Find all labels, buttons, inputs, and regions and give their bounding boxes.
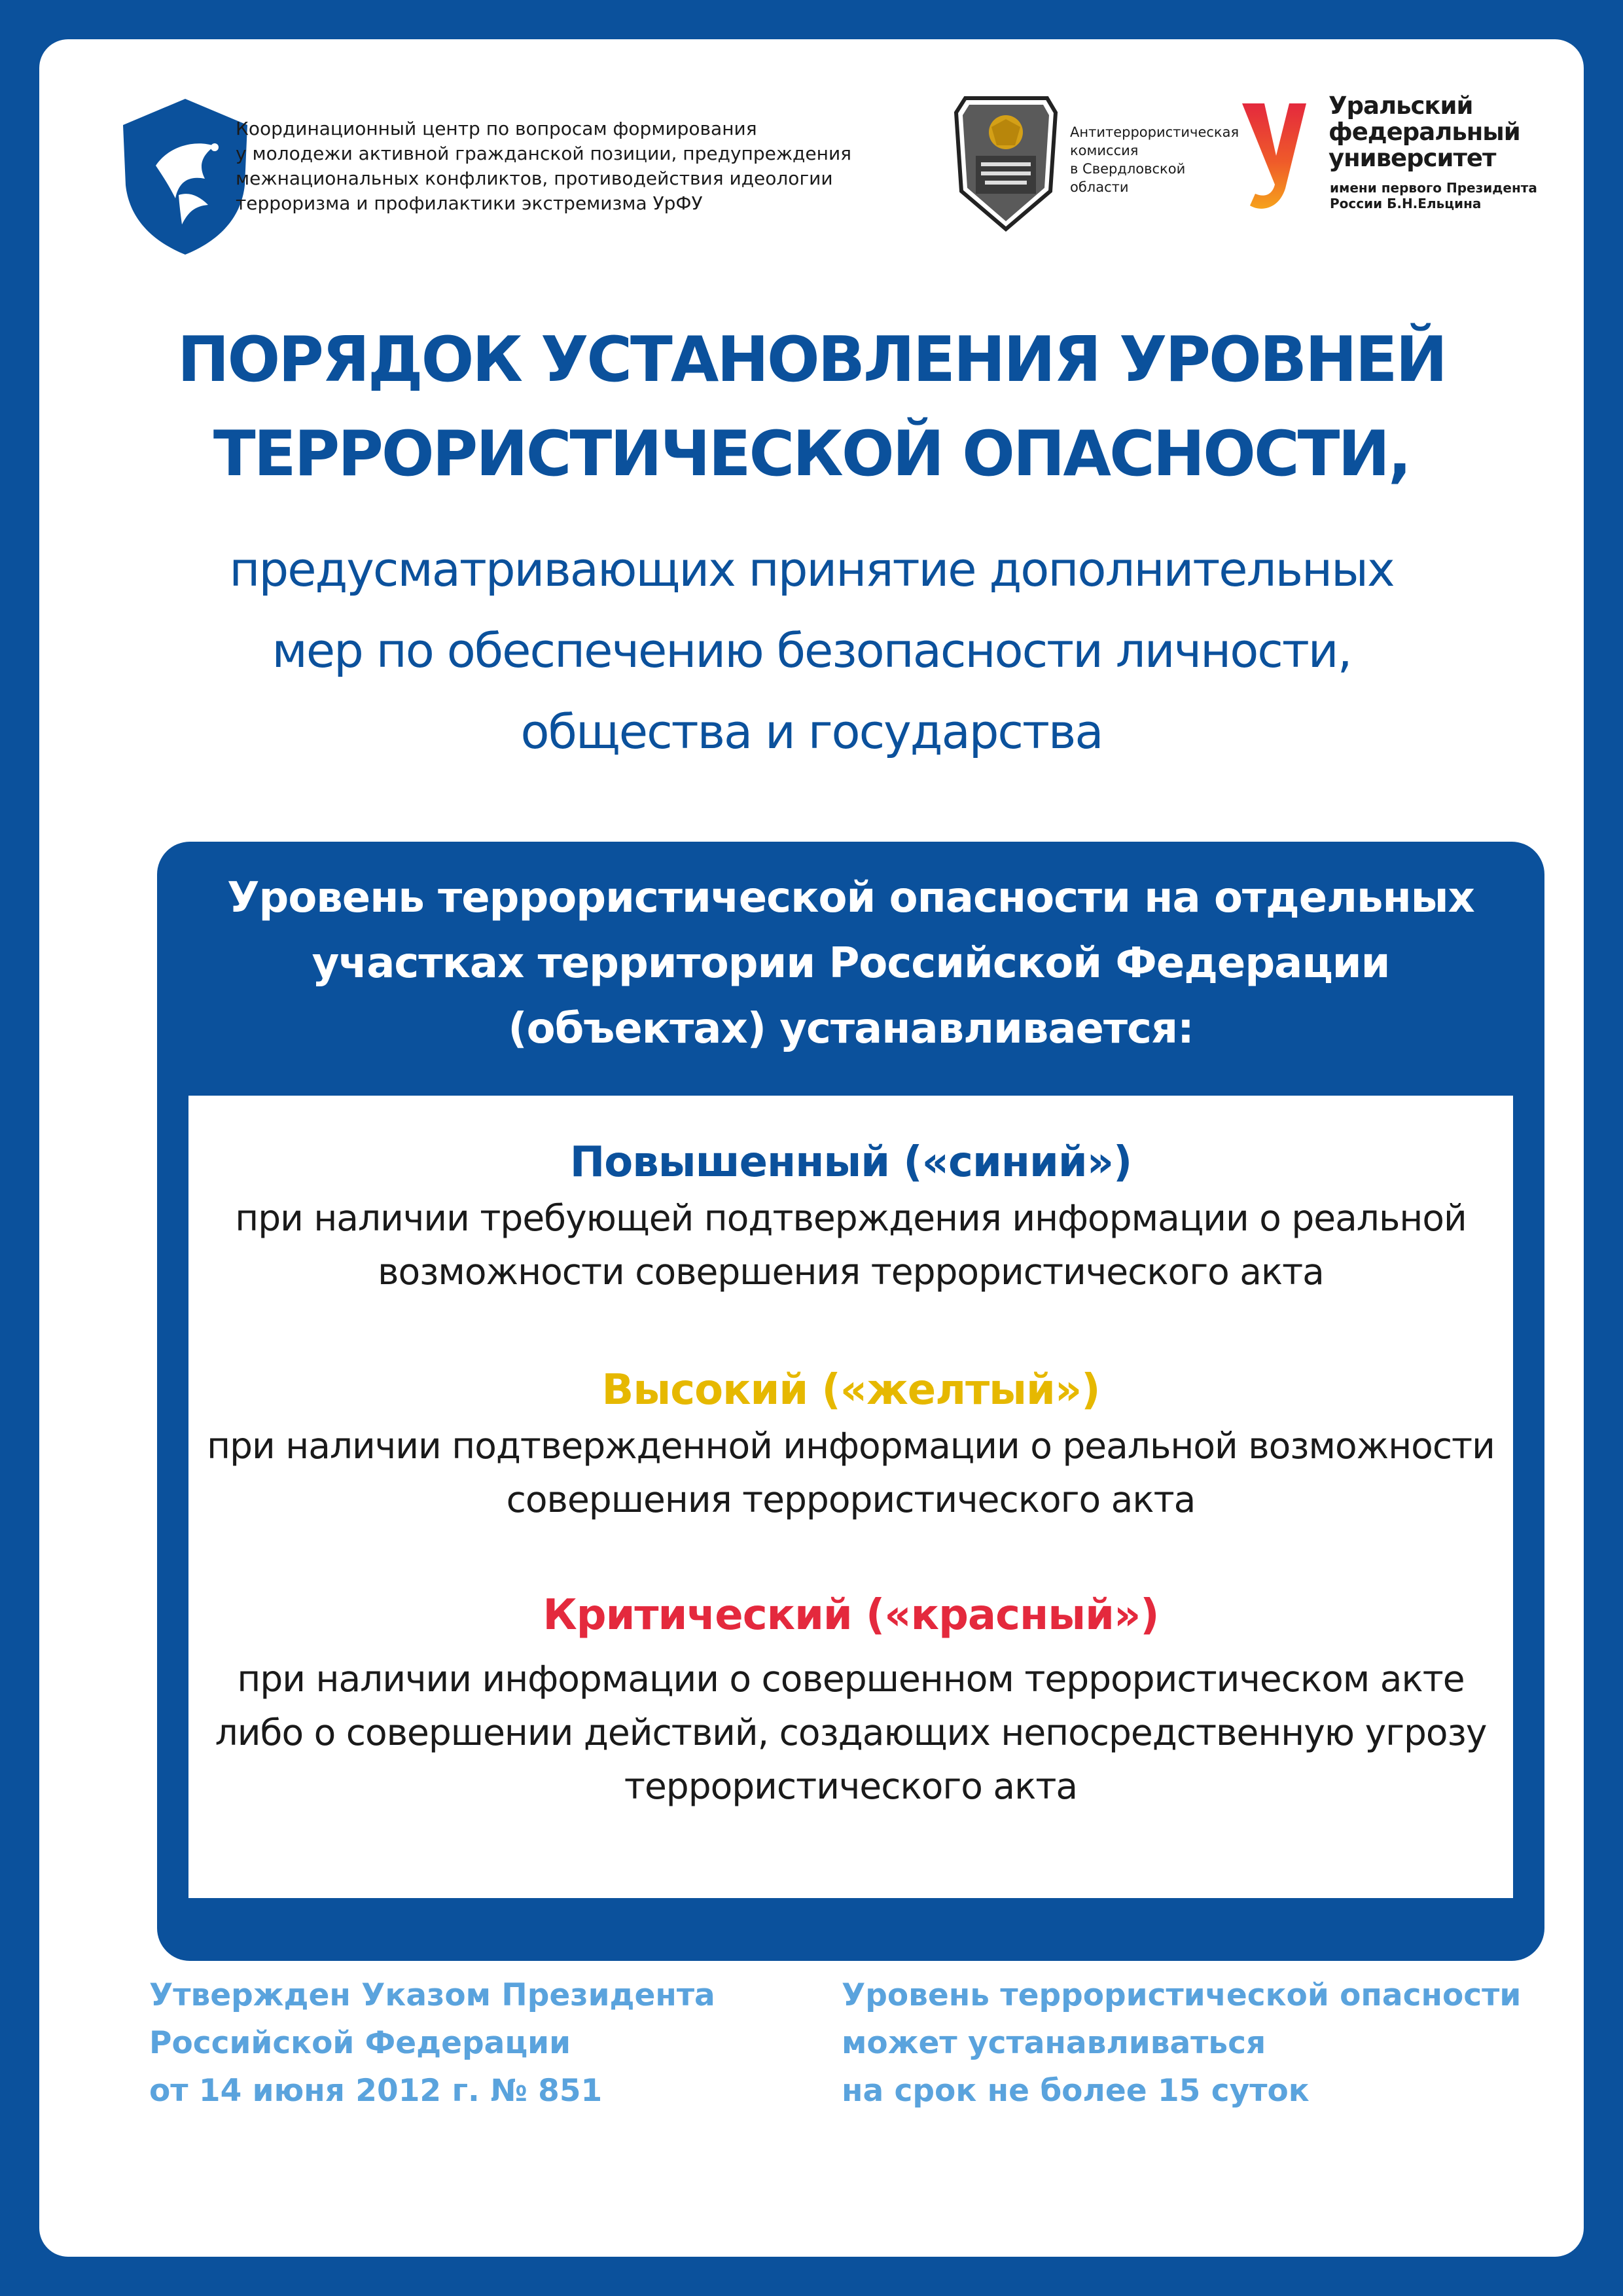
urfu-name bbox=[1329, 93, 1520, 171]
footer-duration-line-1: Уровень террористической опасности bbox=[842, 1977, 1522, 2013]
level-yellow-desc-line-1: при наличии подтвержденной информации о реальной возможности bbox=[207, 1425, 1495, 1467]
footer-decree bbox=[149, 1971, 715, 2115]
title-line-1: ПОРЯДОК УСТАНОВЛЕНИЯ УРОВНЕЙ bbox=[177, 324, 1446, 396]
urfu-name-line-2: федеральный bbox=[1329, 118, 1520, 146]
level-yellow-description bbox=[188, 1419, 1513, 1526]
footer-duration-line-2: может устанавливаться bbox=[842, 2025, 1266, 2061]
subtitle-line-3: общества и государства bbox=[520, 704, 1103, 759]
coord-line-3: межнациональных конфликтов, противодействия идеологии bbox=[236, 168, 833, 189]
level-red-desc-line-1: при наличии информации о совершенном террористическом акте bbox=[237, 1658, 1465, 1700]
level-blue-desc-line-2: возможности совершения террористического акта bbox=[378, 1251, 1324, 1293]
coord-line-1: Координационный центр по вопросам формирования bbox=[236, 118, 757, 139]
atk-line-3: в Свердловской bbox=[1070, 161, 1186, 177]
level-red-description bbox=[188, 1652, 1513, 1813]
atk-line-1: Антитеррористическая bbox=[1070, 124, 1240, 140]
atk-line-4: области bbox=[1070, 179, 1129, 195]
coordination-center-shield-logo bbox=[116, 94, 254, 257]
level-blue-desc-line-1: при наличии требующей подтверждения информации о реальной bbox=[235, 1197, 1467, 1239]
urfu-subtitle bbox=[1330, 180, 1537, 211]
coord-line-4: терроризма и профилактики экстремизма УрФУ bbox=[236, 192, 703, 214]
panel-heading bbox=[157, 865, 1544, 1062]
antiterrorist-commission-emblem bbox=[952, 93, 1060, 234]
panel-heading-line-3: (объектах) устанавливается: bbox=[508, 1005, 1194, 1053]
poster-sheet bbox=[39, 39, 1584, 2257]
level-red-desc-line-3: террористического акта bbox=[624, 1765, 1078, 1807]
footer-decree-line-3: от 14 июня 2012 г. № 851 bbox=[149, 2073, 603, 2109]
page-subtitle bbox=[39, 529, 1584, 772]
level-blue-name: Повышенный («синий») bbox=[569, 1138, 1132, 1187]
level-yellow-desc-line-2: совершения террористического акта bbox=[506, 1479, 1196, 1520]
panel-heading-line-1: Уровень террористической опасности на отдельных bbox=[227, 874, 1474, 922]
footer-decree-line-1: Утвержден Указом Президента bbox=[149, 1977, 715, 2013]
footer-duration bbox=[842, 1971, 1521, 2115]
coord-line-2: у молодежи активной гражданской позиции, предупреждения bbox=[236, 143, 851, 164]
urfu-sub-line-2: России Б.Н.Ельцина bbox=[1330, 196, 1482, 211]
antiterrorist-commission-text bbox=[1070, 123, 1240, 196]
levels-list bbox=[188, 1096, 1513, 1898]
urfu-logo-mark bbox=[1238, 97, 1310, 215]
subtitle-line-1: предусматривающих принятие дополнительных bbox=[229, 542, 1394, 597]
page-title bbox=[39, 313, 1584, 501]
subtitle-line-2: мер по обеспечению безопасности личности, bbox=[272, 623, 1351, 678]
threat-levels-panel bbox=[157, 842, 1544, 1961]
coordination-center-text bbox=[236, 117, 982, 216]
urfu-sub-line-1: имени первого Президента bbox=[1330, 180, 1537, 196]
footer-duration-line-3: на срок не более 15 суток bbox=[842, 2073, 1310, 2109]
urfu-name-line-1: Уральский bbox=[1329, 92, 1473, 120]
footer-decree-line-2: Российской Федерации bbox=[149, 2025, 571, 2061]
level-red-desc-line-2: либо о совершении действий, создающих непосредственную угрозу bbox=[215, 1712, 1487, 1753]
level-red-name: Критический («красный») bbox=[543, 1591, 1159, 1640]
title-line-2: ТЕРРОРИСТИЧЕСКОЙ ОПАСНОСТИ, bbox=[213, 418, 1410, 490]
panel-heading-line-2: участках территории Российской Федерации bbox=[312, 939, 1390, 988]
level-yellow-name: Высокий («желтый») bbox=[601, 1366, 1100, 1414]
urfu-name-line-3: университет bbox=[1329, 144, 1496, 172]
atk-line-2: комиссия bbox=[1070, 143, 1139, 158]
level-blue-description bbox=[188, 1191, 1513, 1299]
